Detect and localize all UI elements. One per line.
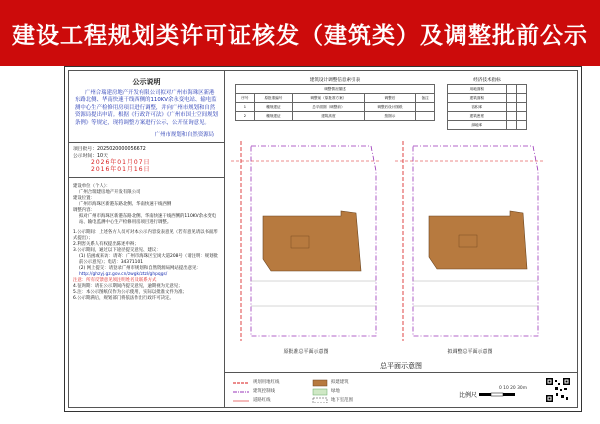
banner-title: 建设工程规划类许可证核发（建筑类）及调整批前公示 bbox=[0, 0, 600, 66]
notes-section bbox=[69, 228, 224, 304]
location-value: 广州市海珠区新港东路北侧、华南快速干线西侧 bbox=[79, 202, 172, 208]
period-label: 公示时间：10天 bbox=[73, 153, 108, 159]
caption-after: 拟调整总平面示意图 bbox=[447, 349, 493, 355]
cell: 绿地率 bbox=[448, 121, 507, 130]
cell: 建筑高度 bbox=[293, 112, 364, 121]
note-7: 5.注：本公示图纸仅作为公示使用，实际以批准文件为准； bbox=[73, 290, 187, 296]
cell: 穗规建证 bbox=[254, 103, 292, 112]
cell bbox=[416, 112, 435, 121]
project-meta bbox=[69, 147, 224, 173]
revision-table bbox=[235, 84, 435, 121]
cell: 建筑面积 bbox=[448, 94, 507, 103]
period-end: 2016年01月16日 bbox=[91, 165, 151, 173]
col-header: 原批准编号 bbox=[254, 94, 292, 103]
revision-table-block bbox=[235, 77, 435, 121]
applicant-value: 广州合瑞建房地产开发有限公司 bbox=[79, 190, 141, 196]
sheet-frame bbox=[68, 70, 578, 408]
tech-table-block bbox=[447, 77, 527, 130]
period-start: 2026年01月07日 bbox=[91, 159, 151, 167]
note-5: (2) 网上提交：请登录广州市规划和自然资源局网站提出意见： bbox=[79, 266, 201, 272]
project-no-label: 项目批号： bbox=[73, 147, 97, 153]
content-label: 调整内容： bbox=[73, 208, 95, 214]
warning-text: 注意：所有反馈意见须注明姓名及联系方式 bbox=[73, 278, 157, 284]
legend-item: 拟建建筑 bbox=[331, 380, 349, 385]
cell: 2 bbox=[236, 112, 255, 121]
cell: 按图示 bbox=[364, 112, 416, 121]
col-header: 调整前（原批准方案） bbox=[293, 94, 364, 103]
notice-body: 广州合瑞建房地产开发有限公司拟对广州市海珠区新港东路北侧、华南快速干线西侧的110KV余永变电站、输电监测中心生产检修用房项目进行调整，并向广州市规划和自然资源局提出申请。根据《行政许可法》《广州市国土空间规划条例》等规定，现将调整方案进行公示，公开征询意见。 bbox=[75, 90, 218, 126]
cell: 容积率 bbox=[448, 103, 507, 112]
col-header: 序号 bbox=[236, 94, 255, 103]
site-plan-before bbox=[231, 141, 381, 341]
content-value: 拟对广州市海珠区新港东路北侧、华南快速干线西侧的110KV余永变电站、输电监测中心生产检修用房项目进行调整。 bbox=[79, 214, 217, 226]
cell: 用地面积 bbox=[448, 85, 507, 94]
legend-item: 地下室范围 bbox=[331, 398, 353, 403]
plan-title: 总平面示意图 bbox=[380, 362, 422, 370]
divider bbox=[69, 177, 224, 178]
col-header: 备注 bbox=[416, 94, 435, 103]
applicant-section bbox=[69, 182, 224, 228]
tech-table bbox=[447, 84, 527, 130]
table-row bbox=[236, 112, 435, 121]
location-label: 建设位置： bbox=[73, 196, 95, 202]
legend-strip bbox=[225, 372, 577, 407]
drawing-area bbox=[225, 71, 577, 407]
legend-item: 规划用地红线 bbox=[253, 380, 280, 385]
table-subtitle: 调整情况描述 bbox=[236, 85, 435, 94]
notice-sheet bbox=[64, 66, 582, 412]
tech-table-title: 经济技术指标 bbox=[473, 78, 501, 83]
legend-item: 道路红线 bbox=[253, 398, 271, 403]
note-6: 4.征询期：请在公示期间内提交意见，逾期视为无意见； bbox=[73, 284, 183, 290]
scale-label: 比例尺 bbox=[458, 392, 477, 399]
legend-item: 建筑控制线 bbox=[253, 389, 275, 394]
divider bbox=[69, 142, 224, 143]
cell: 总平面图（调整前） bbox=[293, 103, 364, 112]
site-plan-after bbox=[395, 141, 545, 341]
scale-ticks: 0 10 20 30m bbox=[498, 386, 527, 391]
qr-code-icon bbox=[545, 377, 571, 403]
cell: 穗规建证 bbox=[254, 112, 292, 121]
caption-before: 原批准总平面示意图 bbox=[283, 349, 329, 355]
legend-item: 绿地 bbox=[331, 389, 340, 394]
table-row bbox=[236, 103, 435, 112]
notice-heading: 公示说明 bbox=[132, 78, 161, 86]
revision-table-title: 建筑设计调整信息索引表 bbox=[309, 78, 361, 83]
feedback-link[interactable]: http://ghzyj.gz.gov.cn/zwgk/ztzl/ghpqgs/ bbox=[79, 272, 168, 278]
cell: 1 bbox=[236, 103, 255, 112]
project-no: 2025020000056672 bbox=[97, 147, 146, 153]
cell: 调整后设计图纸 bbox=[364, 103, 416, 112]
note-8: 6.公示期满后，规划部门将依法作出行政许可决定。 bbox=[73, 296, 174, 302]
applicant-label: 建设单位（个人）： bbox=[73, 184, 111, 190]
note-4: (1) 信函或来访：请寄：广州市海珠区宝岗大道208号（请注明：规划批前公示意见）；电话：34371101 bbox=[79, 254, 218, 266]
note-2: 2.利害关系人有权提出陈述申辩； bbox=[73, 242, 139, 248]
cell bbox=[416, 103, 435, 112]
note-3: 3.公示期间，通过以下途径提交意见、建议： bbox=[73, 248, 161, 254]
notice-column bbox=[69, 71, 225, 407]
col-header: 调整后 bbox=[364, 94, 416, 103]
cell: 建筑密度 bbox=[448, 112, 507, 121]
note-1: 1.公示期间：上述各方人员可对本公示内容发表意见（若有意见请以书面形式提出）； bbox=[73, 230, 218, 242]
notice-signature: 广州市规划和自然资源局 bbox=[154, 132, 214, 139]
